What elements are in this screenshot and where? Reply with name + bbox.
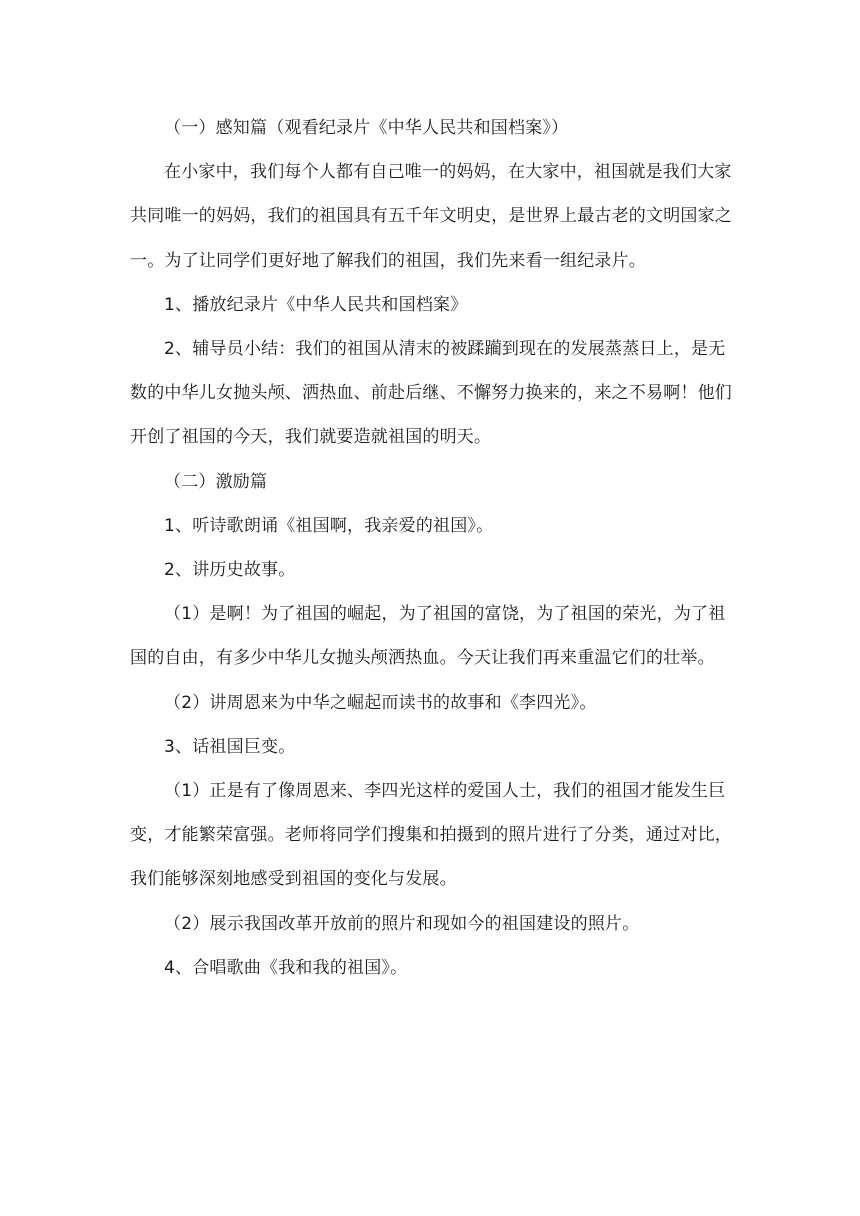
intro-paragraph: 在小家中，我们每个人都有自己唯一的妈妈，在大家中，祖国就是我们大家共同唯一的妈妈，我们的祖国具有五千年文明史，是世界上最古老的文明国家之一。为了让同学们更好地了解我们的祖国，我们先来看一组纪录片。 (130, 162, 732, 271)
substep-history-1: （1）是啊！为了祖国的崛起，为了祖国的富饶，为了祖国的荣光，为了祖国的自由，有多少中华儿女抛头颅洒热血。今天让我们再来重温它们的壮举。 (130, 604, 726, 669)
step-chorus-song: 4、合唱歌曲《我和我的祖国》。 (164, 957, 408, 978)
step-country-changes: 3、话祖国巨变。 (164, 736, 296, 757)
substep-changes-1: （1）正是有了像周恩来、李四光这样的爱国人士，我们的祖国才能发生巨变，才能繁荣富强。老师将同学们搜集和拍摄到的照片进行了分类，通过对比，我们能够深刻地感受到祖国的变化与发展。 (130, 781, 732, 890)
document-body (130, 106, 738, 990)
step-play-documentary: 1、播放纪录片《中华人民共和国档案》 (164, 294, 468, 315)
step-poetry-recital: 1、听诗歌朗诵《祖国啊，我亲爱的祖国》。 (164, 515, 494, 536)
section-heading-encouragement: （二）激励篇 (164, 471, 268, 492)
step-history-stories: 2、讲历史故事。 (164, 560, 296, 581)
section-heading-perception: （一）感知篇（观看纪录片《中华人民共和国档案》） (164, 118, 569, 138)
substep-history-2: （2）讲周恩来为中华之崛起而读书的故事和《李四光》。 (164, 692, 597, 713)
counselor-summary-paragraph: 2、辅导员小结：我们的祖国从清末的被蹂躏到现在的发展蒸蒸日上，是无数的中华儿女抛头颅、洒热血、前赴后继、不懈努力换来的，来之不易啊！他们开创了祖国的今天，我们就要造就祖国的明天。 (130, 339, 732, 448)
substep-changes-2: （2）展示我国改革开放前的照片和现如今的祖国建设的照片。 (164, 913, 640, 934)
